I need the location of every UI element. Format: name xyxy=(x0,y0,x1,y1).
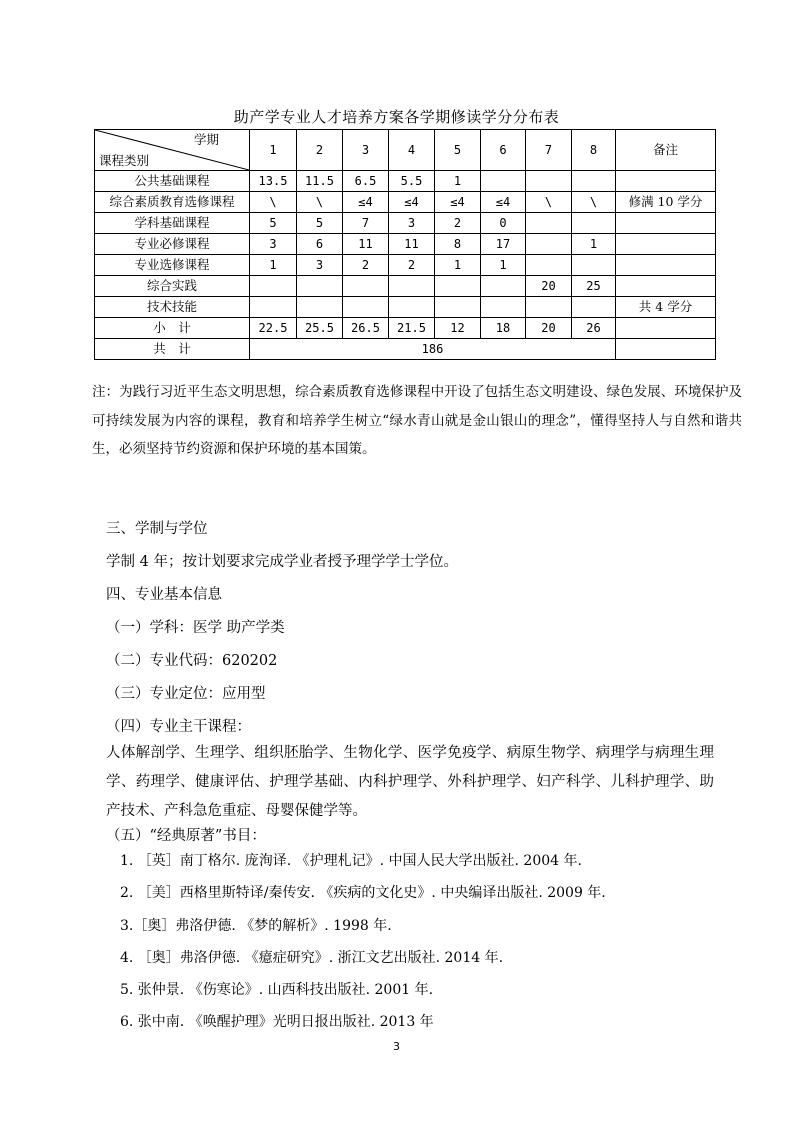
row-category: 专业必修课程 xyxy=(95,234,250,255)
section-3-heading: 三、学制与学位 xyxy=(106,521,208,537)
diagonal-header-cell xyxy=(95,130,250,171)
credit-cell-term-2: 25.5 xyxy=(297,318,343,339)
credit-cell-term-6: 1 xyxy=(481,255,526,276)
credit-cell-term-7 xyxy=(526,234,572,255)
classic-book-item: 6. 张中南. 《唤醒护理》光明日报出版社. 2013 年 xyxy=(120,1014,434,1030)
credit-cell-term-3: 11 xyxy=(343,234,389,255)
credit-cell-term-6: 0 xyxy=(481,213,526,234)
credit-cell-term-8 xyxy=(572,255,616,276)
credit-cell-term-1 xyxy=(250,276,297,297)
credit-cell-term-2 xyxy=(297,297,343,318)
credit-cell-term-5: 2 xyxy=(435,213,481,234)
row-category: 综合素质教育选修课程 xyxy=(95,192,250,213)
table-row xyxy=(95,276,716,297)
credit-cell-term-4 xyxy=(389,297,435,318)
credit-cell-term-5 xyxy=(435,276,481,297)
row-category: 公共基础课程 xyxy=(95,171,250,192)
credit-cell-term-8: \ xyxy=(572,192,616,213)
header-term-8: 8 xyxy=(572,130,616,171)
credit-cell-term-2 xyxy=(297,276,343,297)
credit-cell-term-8 xyxy=(572,171,616,192)
credit-cell-term-1: 13.5 xyxy=(250,171,297,192)
credit-cell-term-6 xyxy=(481,276,526,297)
info-main-courses-heading: （四）专业主干课程： xyxy=(106,719,251,735)
table-row xyxy=(95,255,716,276)
credit-cell-term-7 xyxy=(526,213,572,234)
credit-cell-term-4: 3 xyxy=(389,213,435,234)
credit-cell-term-2: \ xyxy=(297,192,343,213)
credit-cell-term-5: 12 xyxy=(435,318,481,339)
info-major-code: （二）专业代码：620202 xyxy=(106,653,278,669)
table-row xyxy=(95,234,716,255)
credit-cell-term-1 xyxy=(250,297,297,318)
header-term-5: 5 xyxy=(435,130,481,171)
total-label: 共 计 xyxy=(95,339,250,360)
row-category: 综合实践 xyxy=(95,276,250,297)
row-category: 技术技能 xyxy=(95,297,250,318)
credit-cell-term-7 xyxy=(526,171,572,192)
row-remark xyxy=(616,318,716,339)
row-remark xyxy=(616,171,716,192)
credit-cell-term-5: ≤4 xyxy=(435,192,481,213)
row-category: 小 计 xyxy=(95,318,250,339)
header-term-label: 学期 xyxy=(193,132,219,147)
classic-book-item: 2. ［美］西格里斯特译/秦传安. 《疾病的文化史》. 中央编译出版社. 2009 年. xyxy=(120,885,606,901)
credit-cell-term-1: 3 xyxy=(250,234,297,255)
credit-cell-term-3 xyxy=(343,276,389,297)
credit-cell-term-4: 2 xyxy=(389,255,435,276)
credit-cell-term-1: 5 xyxy=(250,213,297,234)
credit-cell-term-6: ≤4 xyxy=(481,192,526,213)
credit-cell-term-1: 1 xyxy=(250,255,297,276)
header-term-3: 3 xyxy=(343,130,389,171)
table-row xyxy=(95,171,716,192)
credit-cell-term-6 xyxy=(481,297,526,318)
table-title: 助产学专业人才培养方案各学期修读学分分布表 xyxy=(233,108,560,126)
row-remark: 修满 10 学分 xyxy=(616,192,716,213)
credit-cell-term-3: 2 xyxy=(343,255,389,276)
row-remark xyxy=(616,213,716,234)
info-positioning: （三）专业定位：应用型 xyxy=(106,686,266,702)
row-remark: 共 4 学分 xyxy=(616,297,716,318)
table-row xyxy=(95,213,716,234)
total-row xyxy=(95,339,716,360)
section-4-heading: 四、专业基本信息 xyxy=(106,587,222,603)
header-term-4: 4 xyxy=(389,130,435,171)
classic-book-item: 4. ［奥］弗洛伊德. 《癔症研究》. 浙江文艺出版社. 2014 年. xyxy=(120,950,504,966)
credit-cell-term-8: 1 xyxy=(572,234,616,255)
credit-cell-term-7: 20 xyxy=(526,276,572,297)
row-remark xyxy=(616,276,716,297)
credit-cell-term-3: ≤4 xyxy=(343,192,389,213)
total-remark xyxy=(616,339,716,360)
table-header-row xyxy=(95,130,716,171)
row-remark xyxy=(616,255,716,276)
credit-cell-term-5: 1 xyxy=(435,255,481,276)
table-note: 注：为践行习近平生态文明思想，综合素质教育选修课程中开设了包括生态文明建设、绿色发展、环境保护及可持续发展为内容的课程，教育和培养学生树立“绿水青山就是金山银山的理念”，懂得坚持人与自然和谐共生，必须坚持节约资源和保护环境的基本国策。 xyxy=(92,384,742,457)
credit-cell-term-3: 26.5 xyxy=(343,318,389,339)
credit-cell-term-5: 8 xyxy=(435,234,481,255)
credit-cell-term-5 xyxy=(435,297,481,318)
row-remark xyxy=(616,234,716,255)
table-body xyxy=(95,171,716,339)
credit-cell-term-8: 26 xyxy=(572,318,616,339)
credit-cell-term-4: 21.5 xyxy=(389,318,435,339)
credit-cell-term-3 xyxy=(343,297,389,318)
credit-distribution-table xyxy=(94,129,716,360)
classic-book-item: 5. 张仲景. 《伤寒论》. 山西科技出版社. 2001 年. xyxy=(120,982,434,998)
page-number: 3 xyxy=(393,1040,400,1053)
header-term-2: 2 xyxy=(297,130,343,171)
credit-cell-term-8: 25 xyxy=(572,276,616,297)
table-row xyxy=(95,318,716,339)
credit-cell-term-1: 22.5 xyxy=(250,318,297,339)
row-category: 专业选修课程 xyxy=(95,255,250,276)
total-value: 186 xyxy=(250,339,616,360)
credit-cell-term-3: 7 xyxy=(343,213,389,234)
credit-cell-term-5: 1 xyxy=(435,171,481,192)
credit-cell-term-3: 6.5 xyxy=(343,171,389,192)
credit-cell-term-8 xyxy=(572,297,616,318)
section-3-body: 学制 4 年；按计划要求完成学业者授予理学学士学位。 xyxy=(106,554,458,570)
header-category-label: 课程类别 xyxy=(99,153,150,168)
credit-cell-term-2: 6 xyxy=(297,234,343,255)
info-discipline: （一）学科：医学 助产学类 xyxy=(106,620,285,636)
credit-cell-term-2: 11.5 xyxy=(297,171,343,192)
credit-cell-term-8 xyxy=(572,213,616,234)
main-courses-text: 人体解剖学、生理学、组织胚胎学、生物化学、医学免疫学、病原生物学、病理学与病理生理学、药理学、健康评估、护理学基础、内科护理学、外科护理学、妇产科学、儿科护理学、助产技术、产科急危重症、母婴保健学等。 xyxy=(106,745,714,819)
credit-cell-term-4 xyxy=(389,276,435,297)
classic-book-item: 3.［奥］弗洛伊德. 《梦的解析》. 1998 年. xyxy=(120,918,392,934)
table-row xyxy=(95,297,716,318)
main-courses-list xyxy=(106,739,714,826)
credit-cell-term-2: 3 xyxy=(297,255,343,276)
credit-cell-term-1: \ xyxy=(250,192,297,213)
credit-cell-term-4: ≤4 xyxy=(389,192,435,213)
table-row xyxy=(95,192,716,213)
credit-cell-term-6: 17 xyxy=(481,234,526,255)
credit-cell-term-2: 5 xyxy=(297,213,343,234)
credit-cell-term-4: 5.5 xyxy=(389,171,435,192)
credit-cell-term-7 xyxy=(526,255,572,276)
credit-cell-term-6 xyxy=(481,171,526,192)
classics-heading: （五）“经典原著”书目： xyxy=(106,828,266,844)
classic-book-item: 1. ［英］南丁格尔. 庞洵译. 《护理札记》. 中国人民大学出版社. 2004 年. xyxy=(120,853,582,869)
credit-cell-term-7: 20 xyxy=(526,318,572,339)
header-remark: 备注 xyxy=(616,130,716,171)
row-category: 学科基础课程 xyxy=(95,213,250,234)
credit-cell-term-6: 18 xyxy=(481,318,526,339)
header-term-1: 1 xyxy=(250,130,297,171)
header-term-6: 6 xyxy=(481,130,526,171)
credit-cell-term-7 xyxy=(526,297,572,318)
credit-cell-term-4: 11 xyxy=(389,234,435,255)
header-term-7: 7 xyxy=(526,130,572,171)
credit-cell-term-7: \ xyxy=(526,192,572,213)
